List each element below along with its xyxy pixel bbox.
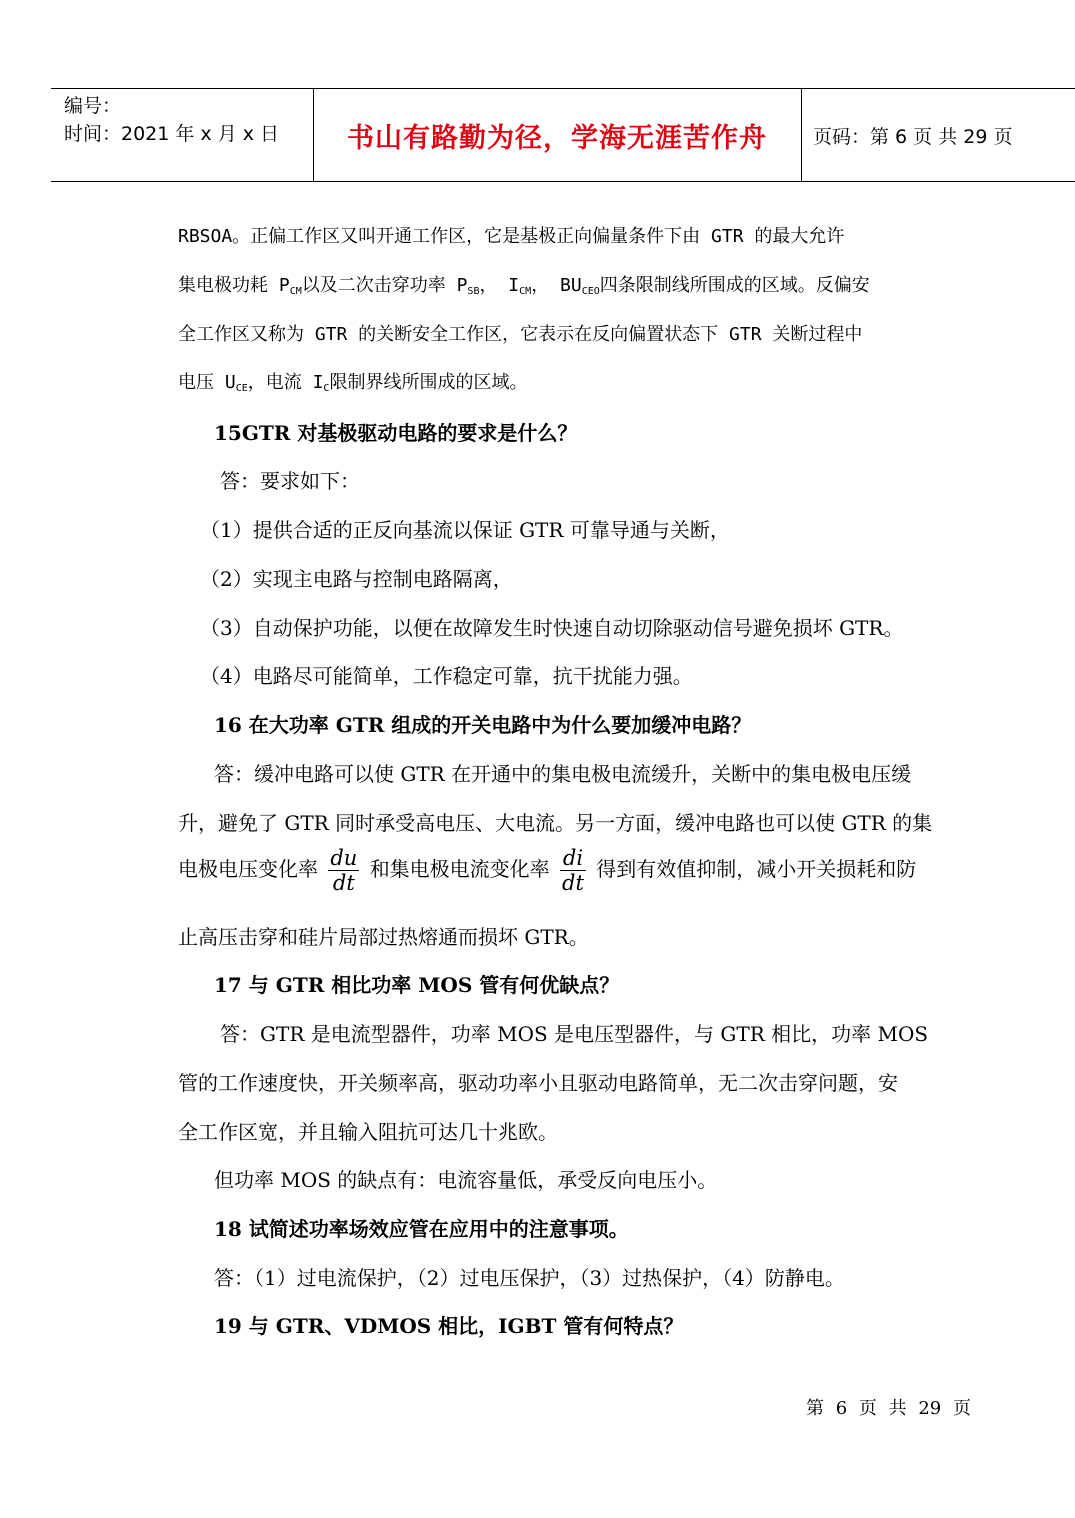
paragraph-line: RBSOA。正偏工作区又叫开通工作区，它是基极正向偏量条件下由 GTR 的最大允许 [178,226,845,247]
text-span: 得到有效值抑制，减小开关损耗和防 [596,857,917,881]
header-motto: 书山有路勤为径，学海无涯苦作舟 [347,122,767,154]
answer-line: 答：（1）过电流保护，（2）过电压保护，（3）过热保护，（4）防静电。 [214,1266,845,1290]
text-span: 四条限制线所围成的区域。反偏安 [599,275,870,296]
answer-line: （1）提供合适的正反向基流以保证 GTR 可靠导通与关断， [200,518,730,542]
answer-line: 止高压击穿和硅片局部过热熔通而损坏 GTR。 [178,925,589,949]
answer-line: 答：GTR 是电流型器件，功率 MOS 是电压型器件，与 GTR 相比，功率 MOS [220,1022,929,1046]
text-span: 电压 U [178,372,236,393]
subscript: CEO [581,286,600,297]
question-heading: 18 试简述功率场效应管在应用中的注意事项。 [214,1217,629,1241]
text-span: 以及二次击穿功率 P [301,275,468,296]
paragraph-line: 全工作区又称为 GTR 的关断安全工作区，它表示在反向偏置状态下 GTR 关断过程中 [178,324,863,345]
text-span: ， BU [531,275,582,296]
answer-line: 升，避免了 GTR 同时承受高电压、大电流。另一方面，缓冲电路也可以使 GTR 的集 [178,811,933,835]
fraction-numerator: di [560,846,586,871]
subscript: CE [235,383,248,394]
question-heading: 15GTR 对基极驱动电路的要求是什么？ [214,421,578,445]
fraction-du-dt [328,846,359,895]
answer-line: 但功率 MOS 的缺点有：电流容量低，承受反向电压小。 [214,1168,718,1192]
answer-line: （3）自动保护功能，以便在故障发生时快速自动切除驱动信号避免损坏 GTR。 [200,616,904,640]
answer-line: 全工作区宽，并且输入阻抗可达几十兆欧。 [178,1120,558,1144]
page-header [51,88,1075,182]
answer-line: （4）电路尽可能简单，工作稳定可靠，抗干扰能力强。 [200,664,693,688]
text-span: ，电流 I [247,372,324,393]
subscript: CM [289,286,302,297]
text-span: 限制界线所围成的区域。 [329,372,528,393]
paragraph-line [178,368,527,394]
text-span: 和集电极电流变化率 [369,857,550,881]
text-span: 集电极功耗 P [178,275,290,296]
question-heading: 17 与 GTR 相比功率 MOS 管有何优缺点？ [214,973,620,997]
fraction-denominator: dt [332,871,355,895]
question-heading: 16 在大功率 GTR 组成的开关电路中为什么要加缓冲电路？ [214,713,752,737]
answer-line: 答：缓冲电路可以使 GTR 在开通中的集电极电流缓升，关断中的集电极电压缓 [214,762,912,786]
answer-line: （2）实现主电路与控制电路隔离， [200,567,513,591]
time-label: 时间：2021 年 x 月 x 日 [64,123,280,145]
page-footer: 第 6 页 共 29 页 [806,1398,971,1419]
header-page-info: 页码：第 6 页 共 29 页 [813,125,1013,148]
fraction-denominator: dt [562,871,584,895]
text-span: ， I [479,275,520,296]
subscript: SB [467,286,480,297]
fraction-di-dt [560,846,586,895]
text-span: 电极电压变化率 [178,857,318,881]
answer-line: 管的工作速度快，开关频率高，驱动功率小且驱动电路简单，无二次击穿问题，安 [178,1071,898,1095]
paragraph-line [178,271,870,297]
subscript: C [323,383,330,394]
question-heading: 19 与 GTR、VDMOS 相比，IGBT 管有何特点？ [214,1314,684,1338]
serial-label: 编号： [64,95,122,117]
answer-line: 答：要求如下： [220,469,360,493]
answer-line [178,846,916,895]
subscript: CM [519,286,532,297]
header-divider [801,88,802,182]
header-meta [64,92,279,148]
fraction-numerator: du [330,846,358,870]
